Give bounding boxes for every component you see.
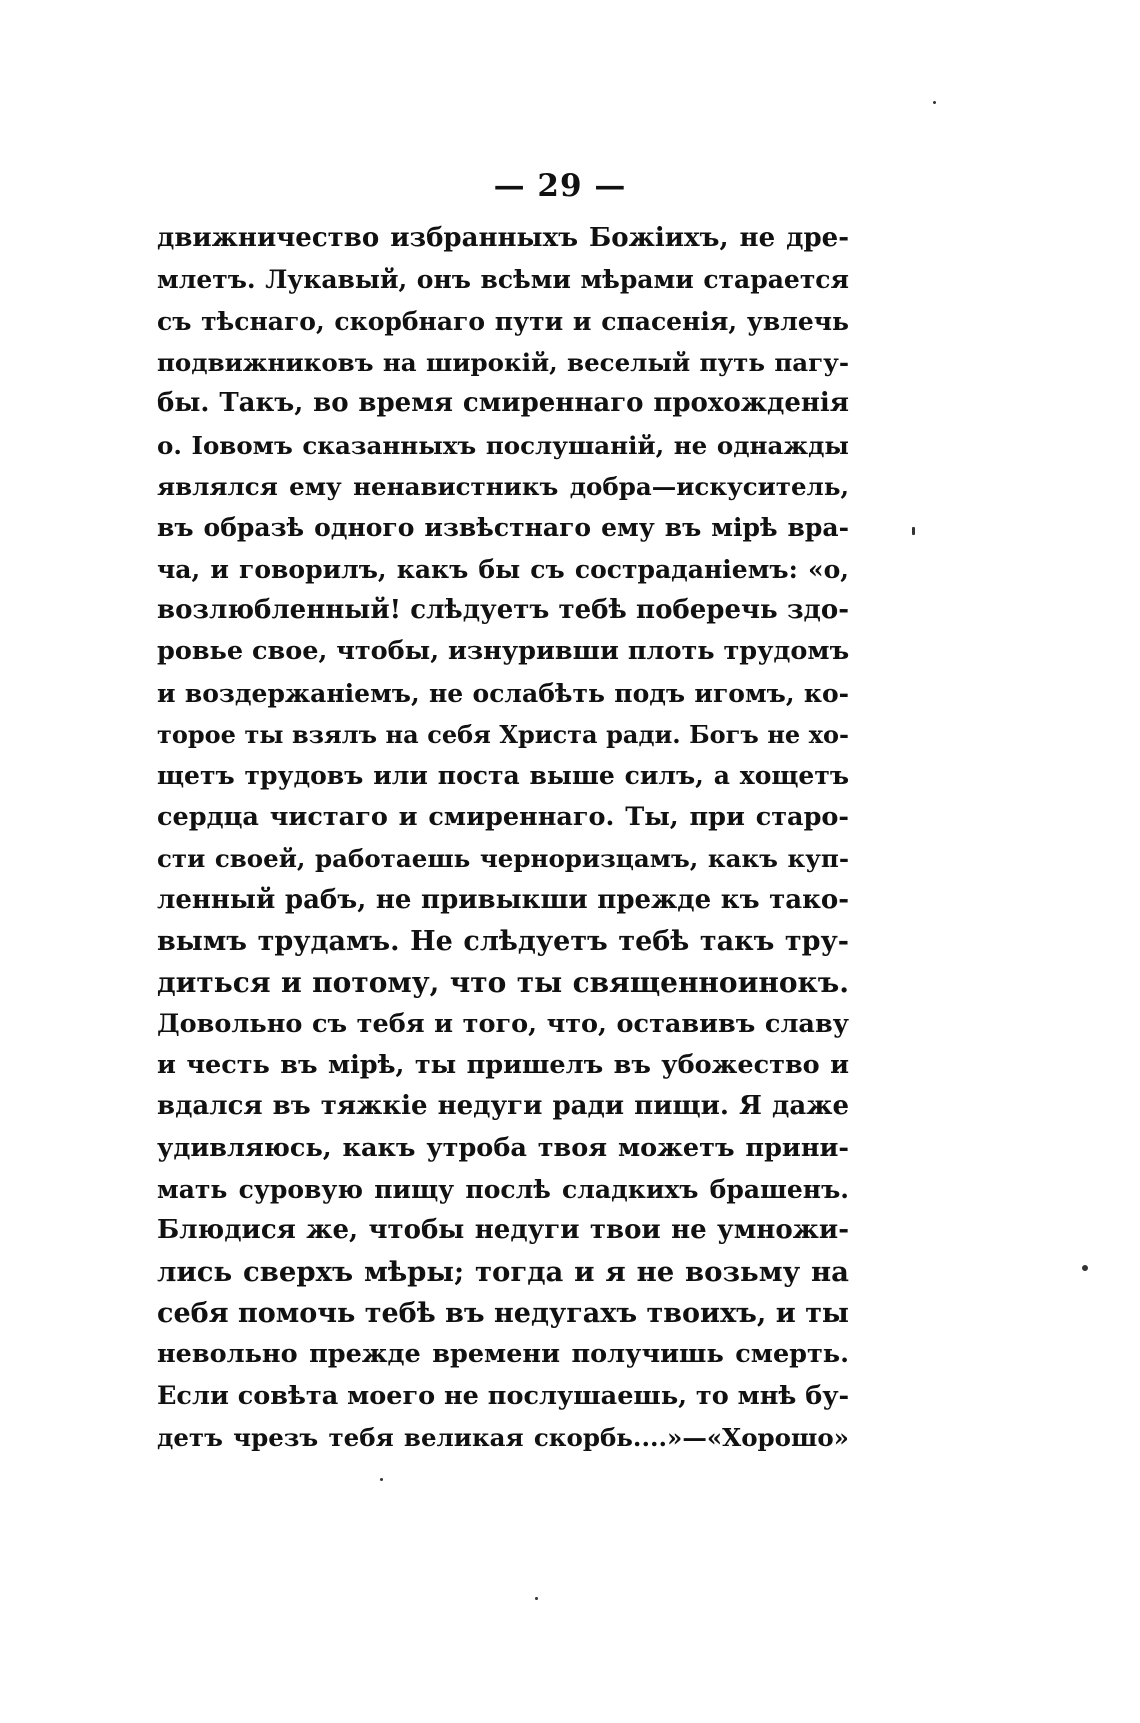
text-line: вымъ трудамъ. Не слѣдуетъ тебѣ такъ тру- xyxy=(157,925,849,957)
text-line: и воздержанiемъ, не ослабѣть подъ игомъ, ко- xyxy=(157,678,849,708)
text-line: невольно прежде времени получишь смерть. xyxy=(157,1339,849,1370)
scan-speck xyxy=(1082,1265,1088,1271)
text-line: бы. Такъ, во время смиреннаго прохожденiя xyxy=(157,388,849,419)
text-line: ровье свое, чтобы, изнуривши плоть трудомъ xyxy=(157,636,850,667)
text-line: Если совѣта моего не послушаешь, то мнѣ бу- xyxy=(157,1380,850,1411)
body-text xyxy=(157,218,849,1458)
text-line: сти своей, работаешь черноризцамъ, какъ куп- xyxy=(157,844,849,874)
text-line: съ тѣснаго, скорбнаго пути и спасенiя, увлечь xyxy=(157,306,849,336)
text-line: детъ чрезъ тебя великая скорбь....»—«Хорошо» xyxy=(157,1422,849,1452)
page-number: — 29 — xyxy=(493,168,627,204)
scan-speck xyxy=(933,101,936,104)
text-line: въ образѣ одного извѣстнаго ему въ мiрѣ вра- xyxy=(157,513,849,543)
scan-speck xyxy=(912,527,915,535)
text-line: Блюдися же, чтобы недуги твои не умножи- xyxy=(157,1215,849,1246)
text-line: сердца чистаго и смиреннаго. Ты, при старо- xyxy=(157,801,849,832)
text-line: диться и потому, что ты священноинокъ. xyxy=(157,966,849,1000)
text-line: щетъ трудовъ или поста выше силъ, а хощетъ xyxy=(157,761,849,791)
text-line: млетъ. Лукавый, онъ всѣми мѣрами старается xyxy=(157,265,849,295)
text-line: о. Iовомъ сказанныхъ послушанiй, не однажды xyxy=(157,430,849,460)
text-line: себя помочь тебѣ въ недугахъ твоихъ, и ты xyxy=(157,1297,849,1329)
text-line: ленный рабъ, не привыкши прежде къ тако- xyxy=(157,884,849,915)
text-line: движничество избранныхъ Божiихъ, не дре- xyxy=(157,223,849,253)
text-line: лись сверхъ мѣры; тогда и я не возьму на xyxy=(157,1255,849,1288)
text-line: являлся ему ненавистникъ добра—искуситель, xyxy=(157,472,849,502)
text-line: ча, и говорилъ, какъ бы съ состраданiемъ: «о, xyxy=(157,554,849,584)
text-line: возлюбленный! слѣдуетъ тебѣ поберечь здо- xyxy=(157,595,849,626)
text-line: удивляюсь, какъ утроба твоя можетъ прини- xyxy=(157,1132,849,1163)
text-line: мать суровую пищу послѣ сладкихъ брашенъ. xyxy=(157,1174,849,1204)
text-line: и честь въ мiрѣ, ты пришелъ въ убожество и xyxy=(157,1049,849,1080)
scan-speck xyxy=(535,1597,538,1600)
text-line: Довольно съ тебя и того, что, оставивъ славу xyxy=(157,1008,849,1039)
text-line: вдался въ тяжкiе недуги ради пищи. Я даже xyxy=(157,1091,849,1122)
text-line: торое ты взялъ на себя Христа ради. Богъ не хо- xyxy=(157,720,849,750)
scan-speck xyxy=(380,1478,383,1481)
text-line: подвижниковъ на широкiй, веселый путь пагу- xyxy=(157,348,849,378)
